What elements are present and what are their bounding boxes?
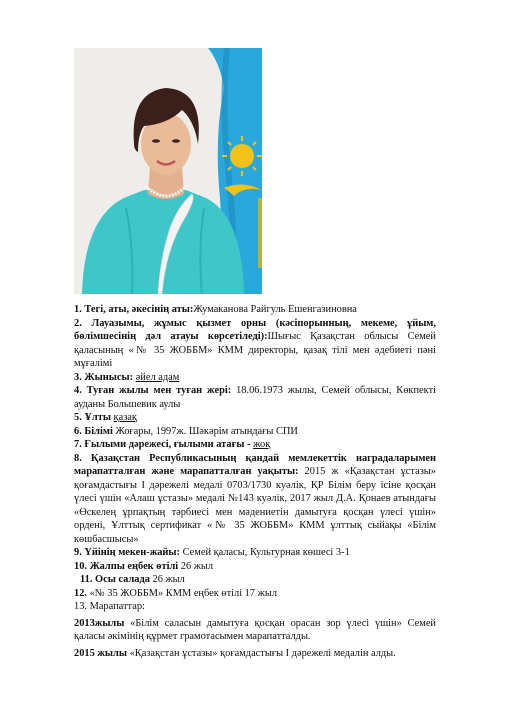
section-awards-heading <box>74 600 436 614</box>
section-school-experience <box>74 587 436 601</box>
total-experience-value: 26 жыл <box>178 560 214 572</box>
section-total-experience <box>74 560 436 574</box>
school-experience-label: 12. <box>74 587 90 599</box>
birth-label: 4. Туған жылы мен туған жері: <box>74 385 232 396</box>
section-field-experience <box>74 573 436 587</box>
degree-value: жоқ <box>253 439 271 450</box>
profile-text <box>74 303 436 660</box>
award-2013-text: «Білім саласын дамытуға қосқан орасан зор үлесі үшін» Семей қаласы әкімінің құрмет грамотасымен марапатталды. <box>74 617 436 642</box>
award-2015-year: 2015 жылы <box>74 647 127 659</box>
portrait-photo <box>74 48 262 294</box>
position-label: 2. Лауазымы, жұмыс қызмет орны (кәсіпорынның, мекеме, ұйым, бөлімшесінің дәл атауы көрсетіледі): <box>74 317 436 342</box>
section-gender <box>74 371 436 385</box>
section-position <box>74 317 436 371</box>
gender-value: әйел адам <box>135 371 180 383</box>
full-name-value: Жумаканова Райгуль Ешенгазиновна <box>193 304 357 315</box>
section-degree <box>74 438 436 452</box>
address-value: Семей қаласы, Культурная көшесі 3-1 <box>180 547 350 558</box>
field-experience-label: 11. Осы салада <box>80 574 150 585</box>
section-nationality <box>74 411 436 425</box>
state-awards-value: 2015 ж «Қазақстан ұстазы» қоғамдастығы I дәрежелі медалі 0703/1730 куәлік, ҚР Білім беру ісіне қосқан үлесі үшін «Алаш ұстазы» медалі №143 куәлік, 2017 жыл Д.А. Қонаев атындағы «Өскелең ұрпақтың тәрбиесі мен мәдениетін дамытуға қосқан үлесі үшін» ордені, Ұлттық сертификат «№ 35 ЖОББМ» КММ ұлттық сыйақы «Білім көшбасшысы» <box>74 466 436 545</box>
education-label: 6. Білімі <box>74 425 116 437</box>
birth-value: 18.06.1973 жылы, Семей облысы, Көкпекті ауданы Большевик аулы <box>74 385 436 410</box>
section-full-name <box>74 303 436 317</box>
total-experience-label: 10. Жалпы еңбек өтілі <box>74 560 179 572</box>
section-birth <box>74 384 436 411</box>
full-name-label: 1. Тегі, аты, әкесінің аты: <box>74 304 194 315</box>
section-education <box>74 425 436 439</box>
gender-label: 3. Жынысы: <box>74 371 136 383</box>
address-label: 9. Үйінің мекен-жайы: <box>74 547 180 558</box>
position-value: Шығыс Қазақстан облысы Семей қаласының «№ 35 ЖОББМ» КММ директоры, қазақ тілі мен әдебиеті пәні мұғалімі <box>74 331 436 369</box>
award-2013 <box>74 617 436 644</box>
award-2015 <box>74 647 436 661</box>
school-experience-value: «№ 35 ЖОББМ» КММ еңбек өтілі 17 жыл <box>89 587 278 599</box>
award-2013-year: 2013жылы <box>74 617 125 629</box>
section-state-awards <box>74 452 436 547</box>
state-awards-label: 8. Қазақстан Республикасының қандай мемлекеттік наградаларымен марапатталған және марапатталған уақыты: <box>74 452 436 477</box>
education-value: Жоғары, 1997ж. Шәкәрім атындағы СПИ <box>115 425 298 437</box>
degree-label: 7. Ғылыми дәрежесі, ғылыми атағы - <box>74 439 254 450</box>
nationality-value: қазақ <box>113 412 137 423</box>
award-2015-text: «Қазақстан ұстазы» қоғамдастығы I дәрежелі медалін алды. <box>126 647 396 659</box>
section-address <box>74 546 436 560</box>
field-experience-value: 26 жыл <box>149 574 185 585</box>
nationality-label: 5. Ұлты <box>74 412 114 423</box>
awards-heading: 13. Марапаттар: <box>74 601 145 612</box>
